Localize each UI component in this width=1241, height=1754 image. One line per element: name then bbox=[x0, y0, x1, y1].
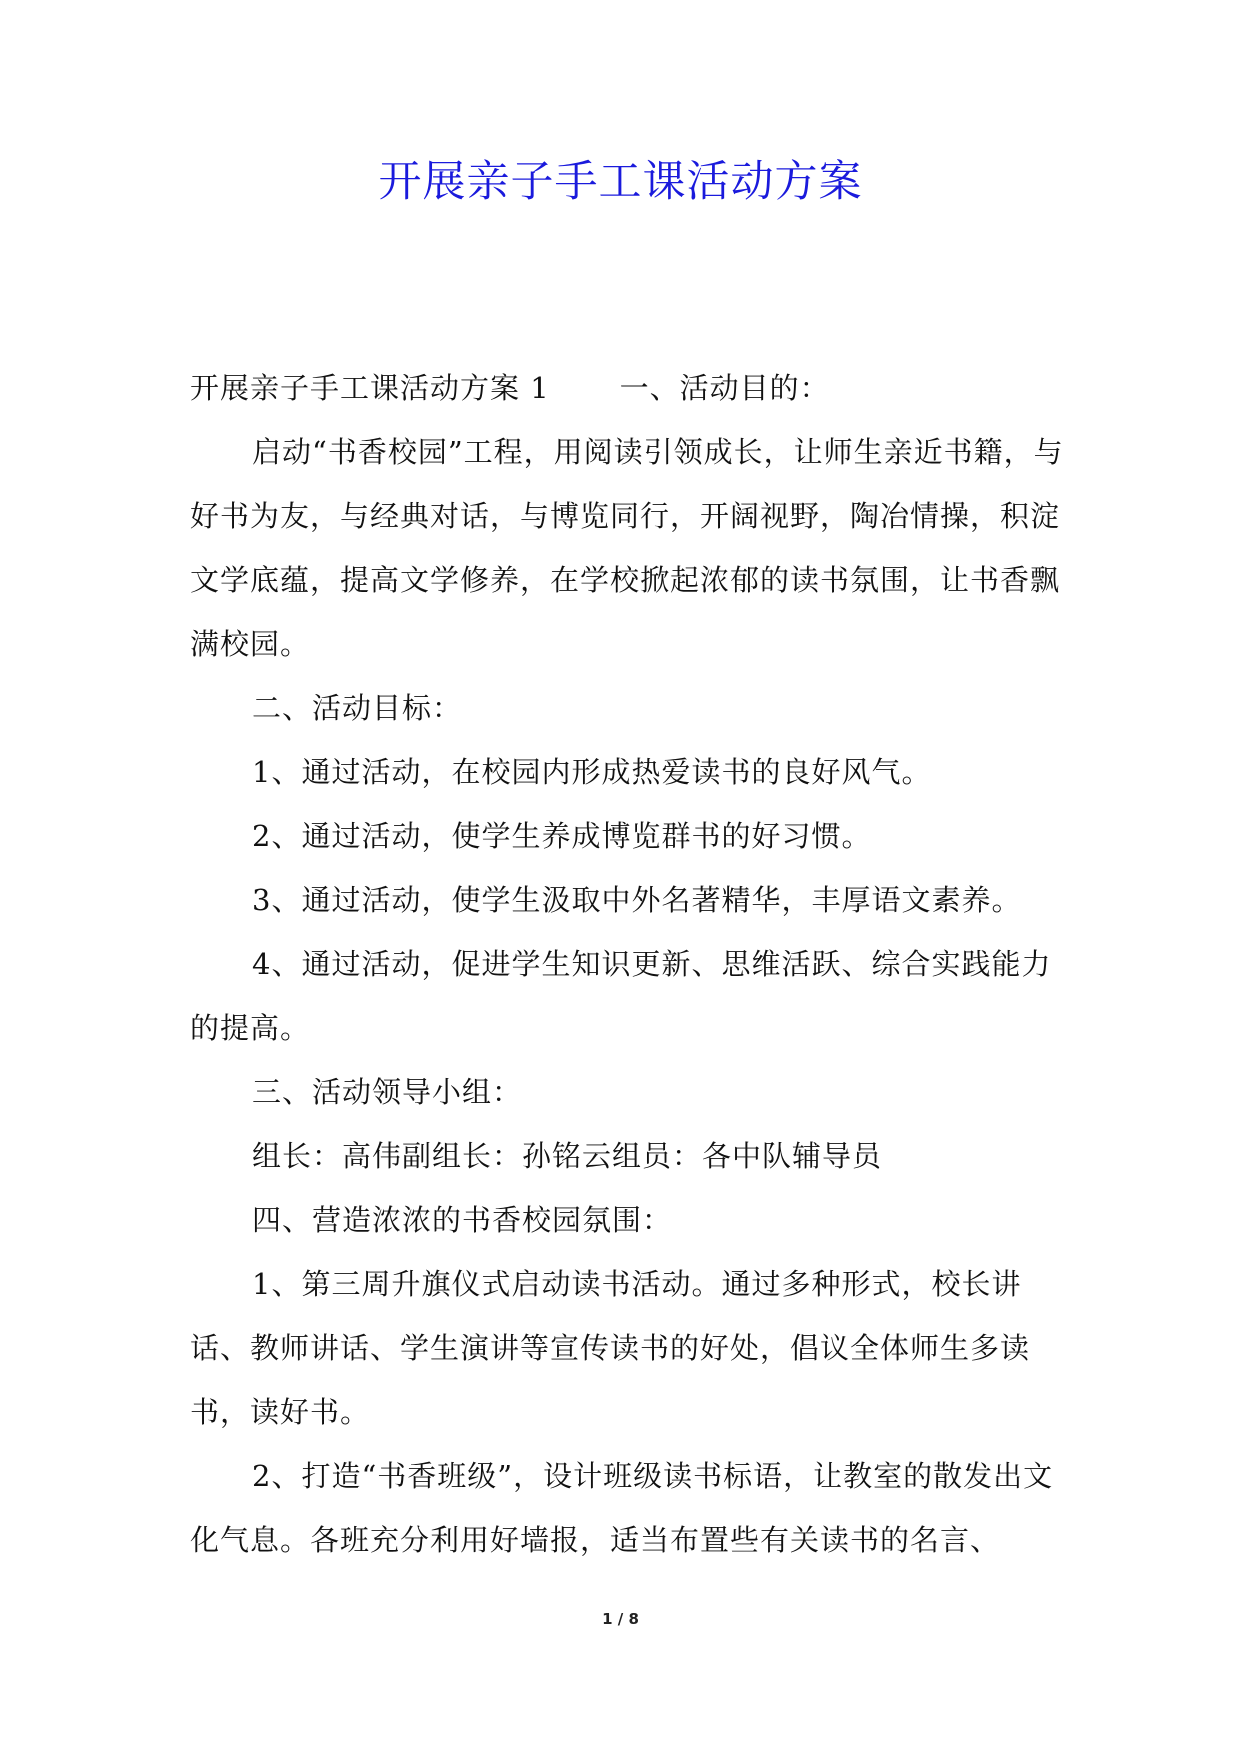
section-heading-leadership: 三、活动领导小组： bbox=[252, 1075, 523, 1109]
goal-item-4: 4、通过活动，促进学生知识更新、思维活跃、综合实践能力的提高。 bbox=[190, 947, 1052, 1045]
section-heading-atmosphere: 四、营造浓浓的书香校园氛围： bbox=[252, 1203, 673, 1237]
document-title: 开展亲子手工课活动方案 bbox=[378, 157, 863, 207]
atmosphere-item-1: 1、第三周升旗仪式启动读书活动。通过多种形式，校长讲话、教师讲话、学生演讲等宣传读书的好处，倡议全体师生多读书，读好书。 bbox=[190, 1267, 1031, 1429]
document-body bbox=[190, 356, 1072, 1572]
goal-item-1: 1、通过活动，在校园内形成热爱读书的良好风气。 bbox=[252, 755, 932, 789]
intro-line bbox=[190, 356, 1072, 420]
leadership-members: 组长：高伟副组长：孙铭云组员：各中队辅导员 bbox=[252, 1139, 883, 1173]
paragraph-purpose: 启动“书香校园”工程，用阅读引领成长，让师生亲近书籍，与好书为友，与经典对话，与博览同行，开阔视野，陶冶情操，积淀文学底蕴，提高文学修养，在学校掀起浓郁的读书氛围，让书香飘满校园。 bbox=[190, 435, 1064, 661]
plan-heading: 开展亲子手工课活动方案 1 bbox=[190, 371, 550, 405]
section-heading-purpose: 一、活动目的： bbox=[619, 371, 830, 405]
section-heading-goals: 二、活动目标： bbox=[252, 691, 463, 725]
goal-item-3: 3、通过活动，使学生汲取中外名著精华，丰厚语文素养。 bbox=[252, 883, 1022, 917]
goal-item-2: 2、通过活动，使学生养成博览群书的好习惯。 bbox=[252, 819, 872, 853]
page-number: 1 / 8 bbox=[602, 1610, 639, 1628]
atmosphere-item-2: 2、打造“书香班级”，设计班级读书标语，让教室的散发出文化气息。各班充分利用好墙报，适当布置些有关读书的名言、 bbox=[190, 1459, 1054, 1557]
